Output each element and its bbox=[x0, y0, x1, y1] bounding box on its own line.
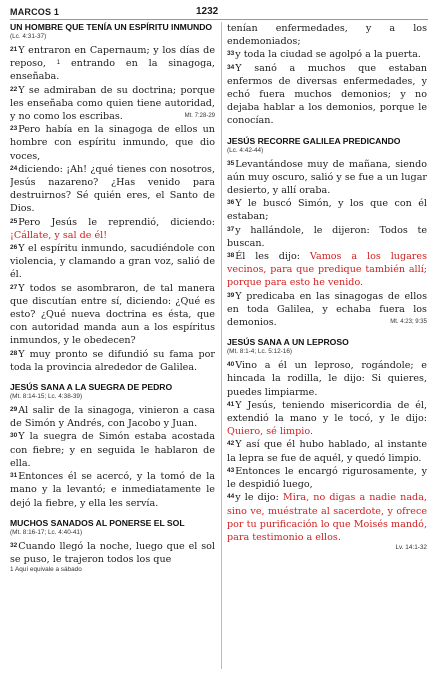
verse-34: $^{34}$Y sanó a muchos que estaban enfermos de diversas enfermedades, y echó fuera muchos demonios; y no dejaba hablar a los demonios, porque le conocían. bbox=[227, 62, 427, 127]
book-chapter-label: MARCOS 1 bbox=[10, 7, 60, 17]
verse-22: $^{22}$Y se admiraban de su doctrina; porque les enseñaba como quien tiene autoridad, y no como los escribas. Mt. 7:28-29 bbox=[10, 84, 215, 123]
footnote-ref: Mt. 7:28-29 bbox=[184, 113, 215, 120]
verse-23: $^{23}$Pero había en la sinagoga de ellos un hombre con espíritu inmundo, que dio voces, bbox=[10, 124, 215, 162]
footnote-ref: Mt. 4:23; 9:35 bbox=[390, 319, 427, 326]
verse-42: $^{42}$Y así que él hubo hablado, al instante la lepra se fue de aquél, y quedó limpio. bbox=[227, 439, 427, 464]
verse-29: $^{29}$Al salir de la sinagoga, vinieron a casa de Simón y Andrés, con Jacobo y Juan. bbox=[10, 405, 215, 430]
verse-39: $^{39}$Y predicaba en las sinagogas de ellos en toda Galilea, y echaba fuera los demonios. Mt. 4:23; 9:35 bbox=[227, 290, 427, 329]
words-of-jesus: para testimonio a ellos. bbox=[227, 531, 341, 543]
verse-26: $^{26}$Y el espíritu inmundo, sacudiéndole con violencia, y clamando a gran voz, salió de él. bbox=[10, 243, 215, 281]
verse-43: $^{43}$Entonces le encargó rigurosamente, y le despidió luego, bbox=[227, 465, 427, 491]
words-of-jesus: ¡Cállate, y sal de él! bbox=[10, 229, 108, 241]
verse-37: $^{37}$y hallándole, le dijeron: Todos te buscan. bbox=[227, 224, 427, 249]
verse-32: $^{32}$Cuando llegó la noche, luego que el sol se puso, le trajeron todos los que bbox=[10, 540, 215, 565]
section-heading: JESÚS SANA A UN LEPROSO bbox=[227, 337, 349, 348]
section-heading: JESÚS RECORRE GALILEA PREDICANDO bbox=[227, 135, 401, 146]
section-crossref: (Mt. 8:16-17; Lc. 4:40-41) bbox=[10, 528, 83, 536]
verse-41: $^{41}$Y Jesús, teniendo misericordia de él, extendió la mano y le tocó, y le dijo: Quiero, sé limpio. bbox=[227, 399, 427, 438]
verse-21: $^{21}$Y entraron en Capernaum; y los días de reposo, $^1$ entrando en la sinagoga, enseñaba. bbox=[10, 45, 215, 83]
words-of-jesus: Mira, no digas a nadie nada, sino ve, muéstrate al sacerdote, y ofrece por tu purificación lo que Moisés mandó, bbox=[227, 492, 427, 530]
right-column bbox=[227, 22, 427, 671]
page-header bbox=[0, 6, 436, 20]
verse-40: $^{40}$Vino a él un leproso, rogándole; e hincada la rodilla, le dijo: Si quieres, puedes limpiarme. bbox=[227, 360, 427, 398]
footnote: 1 Aquí equivale a sábado bbox=[10, 566, 82, 574]
section-crossref: (Mt. 8:1-4; Lc. 5:12-16) bbox=[227, 348, 292, 356]
section-heading: MUCHOS SANADOS AL PONERSE EL SOL bbox=[10, 517, 185, 528]
verse-30: $^{30}$Y la suegra de Simón estaba acostada con fiebre; y en seguida le hablaron de ella. bbox=[10, 431, 215, 469]
section-heading: JESÚS SANA A LA SUEGRA DE PEDRO bbox=[10, 382, 173, 393]
verse-32-continued: tenían enfermedades, y a los endemoniados; bbox=[227, 23, 427, 48]
section-crossref: (Mt. 8:14-15; Lc. 4:38-39) bbox=[10, 393, 83, 401]
verse-38: $^{38}$Él les dijo: Vamos a los lugares vecinos, para que predique también allí; porque para esto he venido. bbox=[227, 251, 427, 289]
verse-28: $^{28}$Y muy pronto se difundió su fama por toda la provincia alrededor de Galilea. bbox=[10, 348, 215, 373]
left-column bbox=[10, 22, 215, 671]
verse-27: $^{27}$Y todos se asombraron, de tal manera que discutían entre sí, diciendo: ¿Qué es esto? ¿Qué nueva doctrina es ésta, que con autoridad manda aun a los espíritus inmundos, y le obedecen? bbox=[10, 282, 215, 347]
header-rule bbox=[10, 19, 428, 20]
column-divider bbox=[221, 22, 222, 669]
words-of-jesus: Vamos a los lugares vecinos, para que predique también allí; porque para esto he venido. bbox=[227, 251, 427, 289]
page-number: 1232 bbox=[196, 6, 219, 17]
verse-33: $^{33}$y toda la ciudad se agolpó a la puerta. bbox=[227, 49, 421, 61]
section-heading: UN HOMBRE QUE TENÍA UN ESPÍRITU INMUNDO bbox=[10, 22, 213, 32]
verse-25: $^{25}$Pero Jesús le reprendió, diciendo: ¡Cállate, y sal de él! bbox=[10, 216, 215, 241]
section-crossref: (Lc. 4:42-44) bbox=[227, 146, 264, 154]
verse-35: $^{35}$Levantándose muy de mañana, siendo aún muy oscuro, salió y se fue a un lugar desierto, y allí oraba. bbox=[227, 158, 427, 197]
footnote-ref: Lv. 14:1-32 bbox=[395, 544, 427, 552]
verse-31: $^{31}$Entonces él se acercó, y la tomó de la mano y la levantó; e inmediatamente le dejó la fiebre, y ella les servía. bbox=[10, 471, 215, 509]
verse-24: $^{24}$diciendo: ¡Ah! ¿qué tienes con nosotros, Jesús nazareno? ¿Has venido para destruirnos? Sé quién eres, el Santo de Dios. bbox=[10, 163, 215, 215]
verse-36: $^{36}$Y le buscó Simón, y los que con él estaban; bbox=[227, 198, 427, 223]
section-crossref: (Lc. 4:31-37) bbox=[10, 33, 47, 40]
verse-44: $^{44}$y le dijo: Mira, no digas a nadie nada, sino ve, muéstrate al sacerdote, y ofrece por tu purificación lo que Moisés mandó, para testimonio a ellos. bbox=[227, 492, 427, 543]
words-of-jesus: Quiero, sé limpio. bbox=[227, 426, 314, 438]
